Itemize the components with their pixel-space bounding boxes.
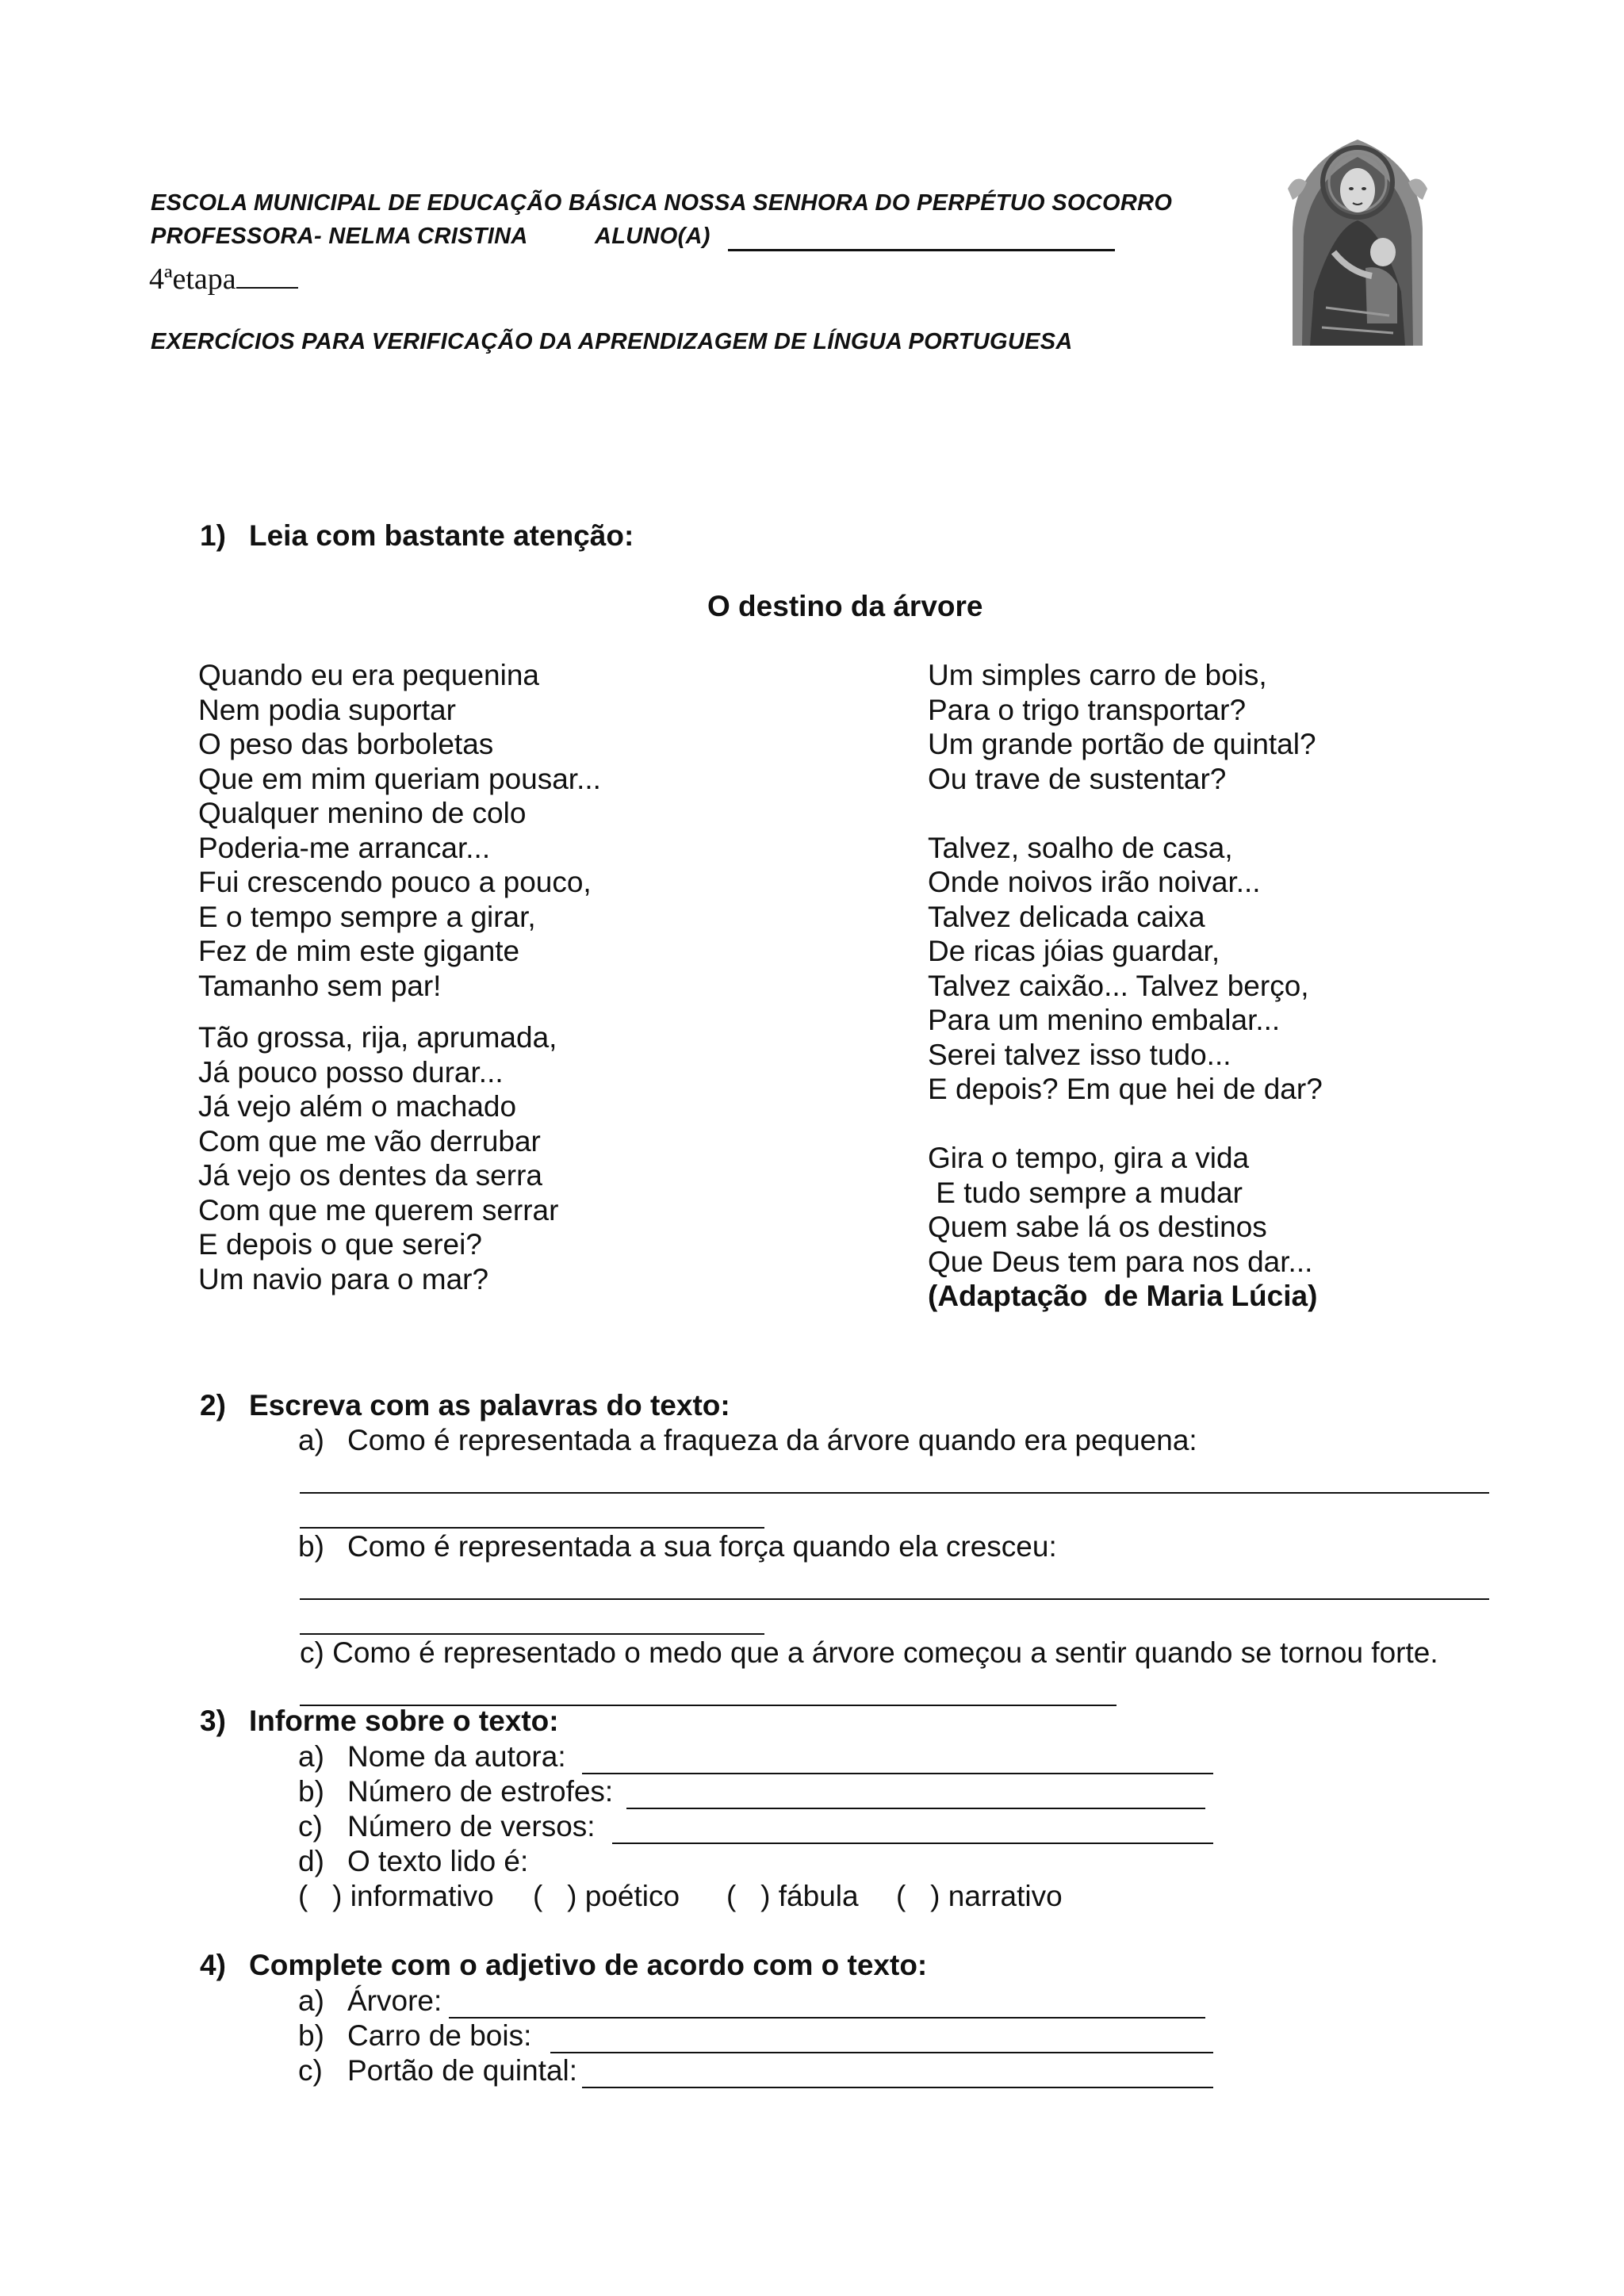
- student-name-blank[interactable]: [728, 249, 1115, 251]
- stanza-gap: [928, 1107, 1323, 1142]
- poem-verse: E depois? Em que hei de dar?: [928, 1073, 1323, 1105]
- poem-verse: Quando eu era pequenina: [198, 659, 539, 691]
- poem-verse: Nem podia suportar: [198, 693, 456, 726]
- question-2a-text: Como é representada a fraqueza da árvore quando era pequena:: [347, 1424, 1197, 1456]
- poem-verse: O peso das borboletas: [198, 728, 494, 760]
- answer-line-3a[interactable]: [582, 1773, 1213, 1774]
- poem-verse: Poderia-me arrancar...: [198, 831, 491, 864]
- answer-line-3c[interactable]: [612, 1843, 1213, 1844]
- stage-blank[interactable]: [236, 287, 298, 289]
- answer-line-4a[interactable]: [449, 2017, 1205, 2019]
- poem-title: O destino da árvore: [707, 590, 983, 622]
- question-1-number: 1): [200, 519, 226, 552]
- stage-label: 4ªetapa: [149, 262, 298, 297]
- virgin-mary-icon: [1278, 133, 1437, 347]
- poem-verse: Talvez delicada caixa: [928, 900, 1205, 933]
- poem-verse: Gira o tempo, gira a vida: [928, 1142, 1250, 1174]
- answer-line-2a-2[interactable]: [300, 1527, 764, 1529]
- question-3a-text: Nome da autora:: [347, 1740, 566, 1773]
- question-4c-text: Portão de quintal:: [347, 2054, 578, 2087]
- poem-verse: Qualquer menino de colo: [198, 797, 527, 829]
- question-3-number: 3): [200, 1705, 226, 1737]
- option-informativo[interactable]: ( ) informativo: [298, 1880, 494, 1912]
- question-1-title: Leia com bastante atenção:: [249, 519, 634, 552]
- poem-verse: Talvez, soalho de casa,: [928, 831, 1233, 864]
- poem-verse: Quem sabe lá os destinos: [928, 1211, 1267, 1243]
- answer-line-4c[interactable]: [582, 2087, 1213, 2088]
- question-2b-letter: b): [298, 1530, 324, 1563]
- poem-verse: Serei talvez isso tudo...: [928, 1038, 1231, 1071]
- question-2b-text: Como é representada a sua força quando ela cresceu:: [347, 1530, 1057, 1563]
- poem-verse: Que em mim queriam pousar...: [198, 762, 601, 795]
- poem-verse: Um navio para o mar?: [198, 1262, 489, 1295]
- poem-verse: De ricas jóias guardar,: [928, 935, 1220, 967]
- poem-verse: E tudo sempre a mudar: [928, 1176, 1243, 1209]
- poem-verse: Com que me vão derrubar: [198, 1124, 541, 1158]
- question-3c-text: Número de versos:: [347, 1810, 596, 1843]
- poem-verse: Para um menino embalar...: [928, 1004, 1281, 1036]
- question-2a-letter: a): [298, 1424, 324, 1456]
- answer-line-2b-2[interactable]: [300, 1633, 764, 1635]
- stanza-gap: [198, 1003, 601, 1020]
- poem-verse: Tamanho sem par!: [198, 969, 442, 1002]
- teacher-name: PROFESSORA- NELMA CRISTINA: [151, 224, 528, 249]
- poem-verse: Talvez caixão... Talvez berço,: [928, 969, 1309, 1002]
- question-4b-text: Carro de bois:: [347, 2019, 532, 2052]
- question-4a-letter: a): [298, 1984, 324, 2017]
- poem-verse: Fez de mim este gigante: [198, 935, 520, 967]
- question-4-number: 4): [200, 1949, 226, 1981]
- stanza-gap: [928, 796, 1323, 831]
- poem-verse: Já vejo além o machado: [198, 1090, 517, 1123]
- question-3d-text: O texto lido é:: [347, 1845, 529, 1877]
- answer-line-2b-1[interactable]: [300, 1598, 1489, 1600]
- option-poetico[interactable]: ( ) poético: [533, 1880, 680, 1912]
- school-name: ESCOLA MUNICIPAL DE EDUCAÇÃO BÁSICA NOSSA SENHORA DO PERPÉTUO SOCORRO: [151, 190, 1173, 216]
- question-3c-letter: c): [298, 1810, 323, 1843]
- exercise-title: EXERCÍCIOS PARA VERIFICAÇÃO DA APRENDIZAGEM DE LÍNGUA PORTUGUESA: [151, 329, 1073, 354]
- poem-verse: Com que me querem serrar: [198, 1193, 559, 1226]
- poem-verse: Que Deus tem para nos dar...: [928, 1245, 1313, 1278]
- option-narrativo[interactable]: ( ) narrativo: [896, 1880, 1063, 1912]
- question-4a-text: Árvore:: [347, 1984, 442, 2017]
- poem-verse: E depois o que serei?: [198, 1228, 482, 1261]
- poem-verse: Já pouco posso durar...: [198, 1055, 504, 1089]
- question-3a-letter: a): [298, 1740, 324, 1773]
- poem-verse: Onde noivos irão noivar...: [928, 866, 1261, 898]
- question-3-title: Informe sobre o texto:: [249, 1705, 559, 1737]
- question-2-number: 2): [200, 1389, 226, 1422]
- question-3b-text: Número de estrofes:: [347, 1775, 614, 1808]
- question-3d-letter: d): [298, 1845, 324, 1877]
- question-2c-text: c) Como é representado o medo que a árvore começou a sentir quando se tornou forte.: [300, 1636, 1438, 1669]
- poem-verse: Um grande portão de quintal?: [928, 728, 1316, 760]
- poem-verse: Já vejo os dentes da serra: [198, 1159, 542, 1192]
- poem-verse: Fui crescendo pouco a pouco,: [198, 866, 592, 898]
- poem-verse: Ou trave de sustentar?: [928, 762, 1227, 795]
- question-4b-letter: b): [298, 2019, 324, 2052]
- option-fabula[interactable]: ( ) fábula: [726, 1880, 859, 1912]
- poem-right-column: [928, 658, 1323, 1314]
- poem-credit: (Adaptação de Maria Lúcia): [928, 1280, 1318, 1312]
- question-4c-letter: c): [298, 2054, 323, 2087]
- poem-verse: Tão grossa, rija, aprumada,: [198, 1021, 557, 1054]
- question-3b-letter: b): [298, 1775, 324, 1808]
- poem-left-column: [198, 658, 601, 1296]
- question-2-title: Escreva com as palavras do texto:: [249, 1389, 730, 1422]
- answer-line-4b[interactable]: [550, 2052, 1213, 2053]
- student-label: ALUNO(A): [595, 224, 710, 249]
- poem-verse: E o tempo sempre a girar,: [198, 900, 536, 933]
- question-4-title: Complete com o adjetivo de acordo com o texto:: [249, 1949, 928, 1981]
- answer-line-2a-1[interactable]: [300, 1492, 1489, 1494]
- answer-line-3b[interactable]: [626, 1808, 1205, 1809]
- poem-verse: Para o trigo transportar?: [928, 693, 1247, 726]
- poem-verse: Um simples carro de bois,: [928, 659, 1267, 691]
